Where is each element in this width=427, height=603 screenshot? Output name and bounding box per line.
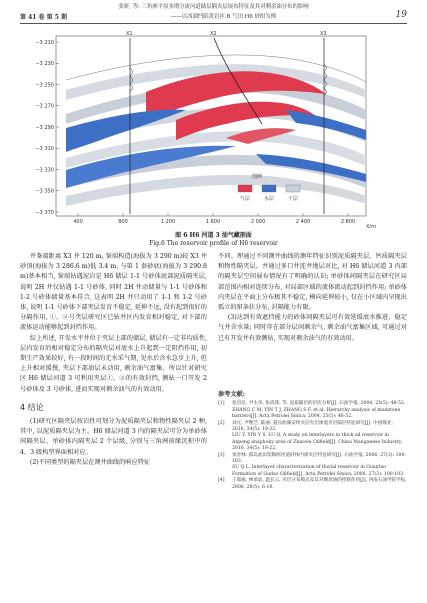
reference-item: [3] 束青林. 孤岛油田馆陶组河道砂体内部夹层特征研究[J]. 石油学报, 2006, 27(3): 100-103. (218, 452, 406, 465)
figure-caption-cn: 图 6 H6 河道 3 油气藏剖面 (175, 232, 252, 239)
well-label-x3: X3 (320, 31, 327, 37)
reference-item: [2] 刘元, 尹继芝, 陆丽. 超压曲湖安组夹层夹层渗流夹层隔层特征研究[J]. 中国煤业, 2016, 34(5): 19-22. (218, 420, 393, 433)
x-tick-label: 400 (73, 219, 83, 225)
reference-item: LIU Y, YIN Y S, LU Q. A study on interlayers in thick oil reservoir in Anpeng anaphoby area of Zhaowa Oilfield[J]. China Manganese Industry, 2016, 34(5): 19-22. (232, 433, 403, 452)
body-paragraph: 不同。理通过不同测井曲线的测年特征识别泥质隔夹层、钙质隔夹层和物性隔夹层。井通过多口井连井地层对比, 对 H6 储层河道 3 内部的隔夹层空间展布情况有了明确的认识; 单砂体间隔夹层在研究区局部范围内相对连续分布, 对局部区域的流体流动起到封挡作用; 单砂体内夹层在平面上分布极其不稳定, 横向延伸较小, 仅在小区域内呈现出孤立的窜条状分布, 封隔能力有限。 (218, 253, 407, 312)
y-axis-ticks (35, 40, 59, 216)
figure-caption-en: Fig.6 The reservoir profile of H6 reservoir (149, 240, 278, 247)
body-paragraph: 井鉴端距离 X3 井 120 m, 鉴端构造(海拔为 3 290 m)较 X3 井砂顶(海拔为 3 286.6 m)低 3.4 m, 与第 1 套砂底(海拔为 3 290.8 m)基本相当, 鉴端钻遇泥岩是 H6 储层 1-1 号砂体底部泥质隔夹层, 说明 2H 井仅钻遇 1-1 号砂体, 同时 2H 井动储量与 1-1 号砂体和 1-2 号砂体储量基本符合, 这表明 2H 井只动用了 1-1 和 1-2 号砂体, 说明 1-1 号砂体下部夹层发育不稳定, 延伸不远, 没有起到很好的分隔作用, ①、②号夹层研究区已钻井区内发育相对稳定, 对下部的流体运动能够起到封挡作用。 (20, 253, 207, 332)
well-label-x2: X2 (210, 31, 217, 37)
y-tick-label: −3 310 (35, 146, 54, 153)
y-tick-label: −3 370 (35, 209, 54, 216)
reservoir-profile-figure (26, 28, 401, 231)
legend-label-gas: 气层 (240, 196, 251, 202)
y-tick-label: −3 330 (35, 167, 54, 174)
x-tick-label: 2 800 (340, 219, 356, 225)
body-paragraph: 综上所述, 开发水平井位于夹层上部的储层, 储层有一定非均质性, 层内发育的相对稳定分布的隔夹层对底水上升起到一定阻挡作用, 初期生产效果较好, 有一段时间的无水采气期, 见水后含水急步上升, 但上升相对缓慢, 夹层下部油层未动用, 剩余油气富集。所以针对研究区 H6 储层河道 3 可利用夹层①、②的有效封挡, 侧钻一口开发 2 号砂体及 3 号砂体, 进而实现对剩余油气的有效动用。 (20, 334, 207, 393)
left-column (20, 252, 207, 468)
legend-swatch-gas (238, 185, 252, 192)
running-header-subtitle: ——以西湖凹陷黄岩区 B 气田 H6 砂组为例 (170, 14, 277, 20)
right-column (218, 252, 407, 344)
legend-swatch-dry (286, 185, 300, 192)
section-heading-conclusions: 4 结论 (20, 402, 44, 412)
legend-label-dry: 干层 (288, 196, 299, 202)
y-tick-label: −3 210 (35, 39, 54, 46)
x-axis-label: X/m (366, 224, 376, 230)
page-number: 19 (395, 10, 407, 20)
volume-issue: 第 41 卷 第 5 期 (20, 14, 67, 21)
y-tick-label: −3 230 (35, 61, 54, 68)
running-header-title: 张妍, 等: 三角洲平原多期分流河道储层隔夹层展布特征及其对剩余油分布的影响 (118, 4, 309, 10)
reference-item: [4] 王瑞雍, 林承焰, 温长云. 夹层分布模式及其对剩余油的控制作用[J]. 西南石油学院学报, 2006, 28(5): 6-10. (218, 478, 407, 490)
well-label-x1: X1 (126, 31, 133, 37)
x-tick-label: 800 (118, 219, 128, 225)
y-tick-label: −3 250 (35, 82, 54, 89)
legend-swatch-water (262, 185, 276, 192)
y-tick-label: −3 270 (35, 103, 54, 110)
conclusion-paragraph: (1)研究区隔夹层按岩性可划分为泥质隔夹层和物性隔夹层 2 种, 其中, 以泥质隔夹层为主。H6 储层河道 3 内的隔夹层可分为单砂体间隔夹层、单砂体内隔夹层 2 个层级, 分别与三角洲前缘沉积中的 4、3 级构型界面相对应。 (20, 418, 207, 456)
y-tick-label: −3 350 (35, 188, 54, 195)
references-title: 参考文献: (218, 391, 246, 398)
references-section (218, 392, 407, 491)
x-tick-label: 1 600 (205, 219, 221, 225)
x-tick-label: 2 000 (250, 219, 266, 225)
body-paragraph: (3)达到有效遮挡能力的砂体间隔夹层可有效延缓底水推进、稳定气井含水量; 同时存在部分层间剩余气, 剩余油气富集区域, 可通过对已有开发井有效侧钻, 实现对剩余油气的有效动用。 (218, 314, 407, 342)
x-tick-label: 1 200 (160, 219, 176, 225)
reference-item: [1] 张昌民, 尹太举, 张尚锋, 等. 泥质隔层的层次分析[J]. 石油学报, 2004, 25(5): 48-52. (218, 401, 406, 407)
conclusion-paragraph: (2)不同类型的隔夹层在测井曲线的响应特征 (29, 458, 151, 466)
reference-item: ZHANG C M, YIN T J, ZHANG S F, et al. Hierarchy analysis of mudstone barriers[J]. Acta Petrolei Sinica, 2004, 25(5): 48-52. (232, 407, 401, 420)
legend-label-water: 水层 (264, 196, 275, 202)
y-tick-label: −3 290 (35, 124, 54, 131)
x-tick-label: 2 400 (295, 219, 311, 225)
reference-item: SU Q L. Interlayer characterization of fluvial reservoir in Guantao Formation of Gudao Oilfield[J]. Acta Petrolei Sinica, 2006, 27(3): 100-103. (232, 465, 405, 477)
header-divider (20, 23, 407, 24)
running-header (20, 10, 407, 22)
legend-title: 图例 (252, 174, 263, 180)
